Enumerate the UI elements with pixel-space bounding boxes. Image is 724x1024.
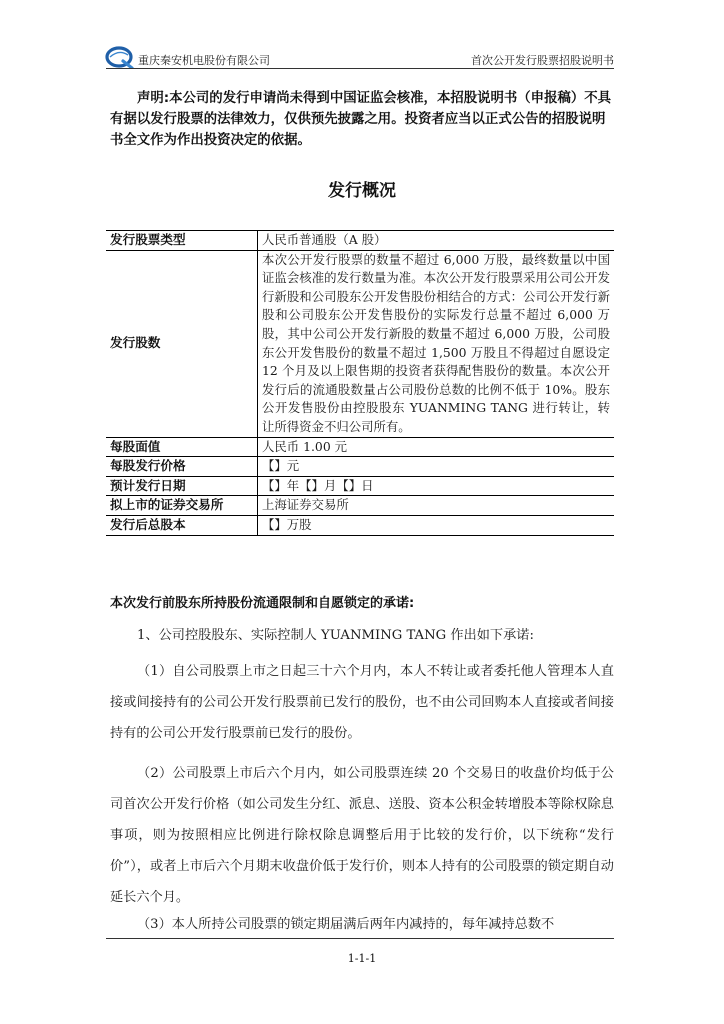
row-label: 发行后总股本 [106,515,258,535]
page-header [106,48,614,68]
document-title: 首次公开发行股票招股说明书 [471,54,614,67]
commitment-paragraph-3: （2）公司股票上市后六个月内，如公司股票连续 20 个交易日的收盘价均低于公司首次公开发行价格（如公司发生分红、派息、送股、资本公积金转增股本等除权除息事项，则为按照相应比例进行除权除息调整后用于比较的发行价，以下统称“发行价”），或者上市后六个月期末收盘价低于发行价，则本人持有的公司股票的锁定期自动延长六个月。 [110,766,614,905]
row-label: 发行股票类型 [106,231,258,251]
table-row [106,457,614,477]
header-divider [106,68,614,69]
table-row [106,476,614,496]
company-name: 重庆秦安机电股份有限公司 [138,54,270,67]
table-row [106,515,614,535]
row-label: 拟上市的证券交易所 [106,496,258,516]
row-value: 【】元 [258,457,615,477]
section-title: 发行概况 [328,181,396,201]
company-logo-icon [104,45,134,69]
table-row [106,496,614,516]
row-label: 发行股数 [106,250,258,437]
issuance-overview-table [106,230,614,536]
row-value: 上海证券交易所 [258,496,615,516]
row-value: 人民币 1.00 元 [258,437,615,457]
row-value: 人民币普通股（A 股） [258,231,615,251]
commitment-paragraph-1: 1、公司控股股东、实际控制人 YUANMING TANG 作出如下承诺: [137,628,534,643]
table-row [106,437,614,457]
row-label: 预计发行日期 [106,476,258,496]
commitment-paragraph-4: （3）本人所持公司股票的锁定期届满后两年内减持的，每年减持总数不 [137,917,555,932]
table-row [106,250,614,437]
page-number: 1-1-1 [347,952,377,965]
declaration-text: 声明:本公司的发行申请尚未得到中国证监会核准，本招股说明书（申报稿）不具有据以发行股票的法律效力，仅供预先披露之用。投资者应当以正式公告的招股说明书全文作为作出投资决定的依据。 [110,91,612,148]
table-row [106,231,614,251]
row-value: 本次公开发行股票的数量不超过 6,000 万股，最终数量以中国证监会核准的发行数量为准。本次公开发行股票采用公司公开发行新股和公司股东公开发售股份相结合的方式：公司公开发行新股和公司股东公开发售股份的实际发行总量不超过 6,000 万股，其中公司公开发行新股的数量不超过 6,000 万股，公司股东公开发售股份的数量不超过 1,500 万股且不得超过自愿设定 12 个月及以上限售期的投资者获得配售股份的数量。本次公开发行后的流通股数量占公司股份总数的比例不低于 10%。股东公开发售股份由控股股东 YUANMING TANG 进行转让，转让所得资金不归公司所有。 [258,250,615,437]
commitment-paragraph-2: （1）自公司股票上市之日起三十六个月内，本人不转让或者委托他人管理本人直接或间接持有的公司公开发行股票前已发行的股份，也不由公司回购本人直接或者间接持有的公司公开发行股票前已发行的股份。 [110,664,614,741]
row-label: 每股面值 [106,437,258,457]
row-label: 每股发行价格 [106,457,258,477]
footer-divider [106,938,614,939]
row-value: 【】年【】月【】日 [258,476,615,496]
row-value: 【】万股 [258,515,615,535]
commitment-heading: 本次发行前股东所持股份流通限制和自愿锁定的承诺: [110,596,415,611]
